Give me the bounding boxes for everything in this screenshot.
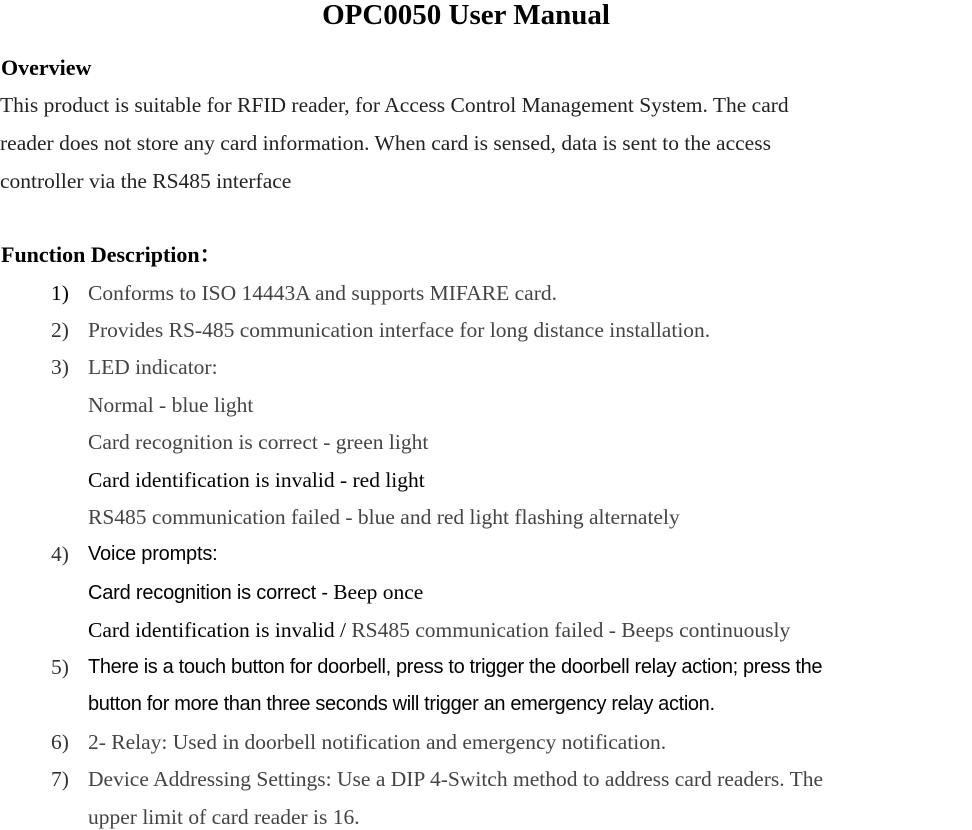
item-number: 4) [51, 542, 69, 566]
item-2-text: Provides RS-485 communication interface for long distance installation. [88, 318, 711, 342]
function-description-heading: Function Description： [1, 242, 222, 267]
overview-heading: Overview [1, 55, 92, 80]
document-title: OPC0050 User Manual [322, 0, 610, 31]
item-3-line-5: RS485 communication failed - blue and red light flashing alternately [88, 505, 680, 529]
item-number: 5) [51, 655, 69, 679]
item-number: 1) [51, 281, 69, 305]
item-7-line-1: Device Addressing Settings: Use a DIP 4-Switch method to address card readers. The [88, 767, 824, 791]
item-3-line-3: Card recognition is correct - green light [88, 430, 429, 454]
item-number: 7) [51, 767, 69, 791]
item-number: 6) [51, 730, 69, 754]
item-number: 2) [51, 318, 69, 342]
item-4-line-1: Voice prompts: [88, 543, 218, 565]
item-number: 3) [51, 355, 69, 379]
item-4-line-2-part-a: Card recognition is correct - [88, 582, 334, 604]
overview-line-3: controller via the RS485 interface [0, 169, 292, 193]
item-3-line-4: Card identification is invalid - red light [88, 468, 425, 492]
item-4-line-3-part-b: RS485 communication failed - Beeps continuously [351, 618, 791, 642]
item-3-line-2: Normal - blue light [88, 393, 254, 417]
item-5-line-1: There is a touch button for doorbell, press to trigger the doorbell relay action; press the [88, 656, 823, 678]
item-6-text: 2- Relay: Used in doorbell notification and emergency notification. [88, 730, 667, 754]
item-1-text: Conforms to ISO 14443A and supports MIFARE card. [88, 281, 558, 305]
overview-line-1: This product is suitable for RFID reader, for Access Control Management System. The card [0, 93, 789, 117]
item-3-line-1: LED indicator: [88, 355, 218, 379]
item-4-line-2-part-b: Beep once [333, 580, 424, 604]
item-4-line-3-part-a: Card identification is invalid / [88, 618, 352, 642]
item-4-line-3 [88, 617, 790, 643]
item-7-line-2: upper limit of card reader is 16. [88, 805, 360, 829]
item-5-line-2: button for more than three seconds will trigger an emergency relay action. [88, 693, 715, 715]
item-4-line-2 [88, 579, 423, 606]
overview-line-2: reader does not store any card information. When card is sensed, data is sent to the access [0, 131, 771, 155]
